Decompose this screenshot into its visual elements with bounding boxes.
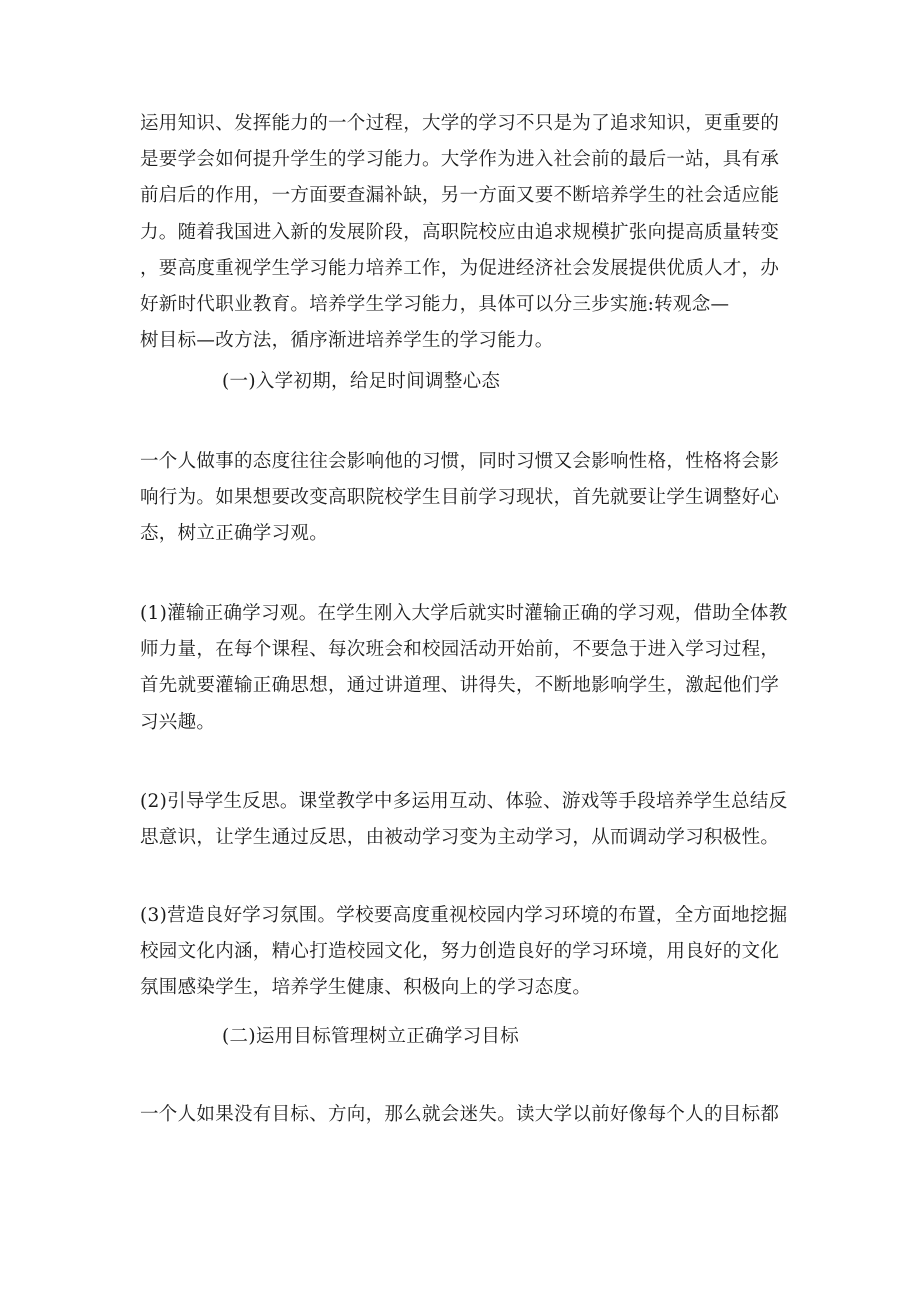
text-line: 运用知识、发挥能力的一个过程，大学的学习不只是为了追求知识，更重要的 xyxy=(140,113,780,134)
text-line: 树目标—改方法，循序渐进培养学生的学习能力。 xyxy=(140,330,554,352)
section2-paragraph xyxy=(140,1097,790,1133)
text-line: 氛围感染学生，培养学生健康、积极向上的学习态度。 xyxy=(140,977,592,999)
text-line: 前启后的作用，一方面要查漏补缺，另一方面又要不断培养学生的社会适应能 xyxy=(140,185,780,207)
text-line: 一个人如果没有目标、方向，那么就会迷失。读大学以前好像每个人的目标都 xyxy=(140,1104,780,1125)
section1-paragraph xyxy=(140,444,790,553)
text-line: 校园文化内涵，精心打造校园文化，努力创造良好的学习环境，用良好的文化 xyxy=(140,941,780,963)
section-heading-1: (一)入学初期，给足时间调整心态 xyxy=(222,371,501,392)
text-line: 一个人做事的态度往往会影响他的习惯，同时习惯又会影响性格，性格将会影 xyxy=(140,451,780,472)
text-line: 习兴趣。 xyxy=(140,711,216,733)
text-line: 力。随着我国进入新的发展阶段，高职院校应由追求规模扩张向提高质量转变 xyxy=(140,221,780,243)
list-item-2 xyxy=(140,784,790,856)
text-line: (2)引导学生反思。课堂教学中多运用互动、体验、游戏等手段培养学生总结反 xyxy=(140,791,788,812)
intro-paragraph xyxy=(140,106,790,359)
text-line: 是要学会如何提升学生的学习能力。大学作为进入社会前的最后一站，具有承 xyxy=(140,149,780,171)
text-line: 响行为。如果想要改变高职院校学生目前学习现状，首先就要让学生调整好心 xyxy=(140,487,780,509)
list-item-3 xyxy=(140,898,790,1007)
text-line: 态，树立正确学习观。 xyxy=(140,523,329,545)
text-line: (1)灌输正确学习观。在学生刚入大学后就实时灌输正确的学习观，借助全体教 xyxy=(140,603,788,624)
list-item-1 xyxy=(140,596,790,741)
text-line: 思意识，让学生通过反思，由被动学习变为主动学习，从而调动学习积极性。 xyxy=(140,827,780,849)
text-line: ，要高度重视学生学习能力培养工作，为促进经济社会发展提供优质人才，办 xyxy=(140,257,780,279)
text-line: 好新时代职业教育。培养学生学习能力，具体可以分三步实施:转观念— xyxy=(140,293,730,315)
text-line: 师力量，在每个课程、每次班会和校园活动开始前，不要急于进入学习过程， xyxy=(140,639,780,661)
text-line: (3)营造良好学习氛围。学校要高度重视校园内学习环境的布置，全方面地挖掘 xyxy=(140,905,788,926)
section-heading-2: (二)运用目标管理树立正确学习目标 xyxy=(222,1026,520,1047)
text-line: 首先就要灌输正确思想，通过讲道理、讲得失，不断地影响学生，激起他们学 xyxy=(140,675,780,697)
